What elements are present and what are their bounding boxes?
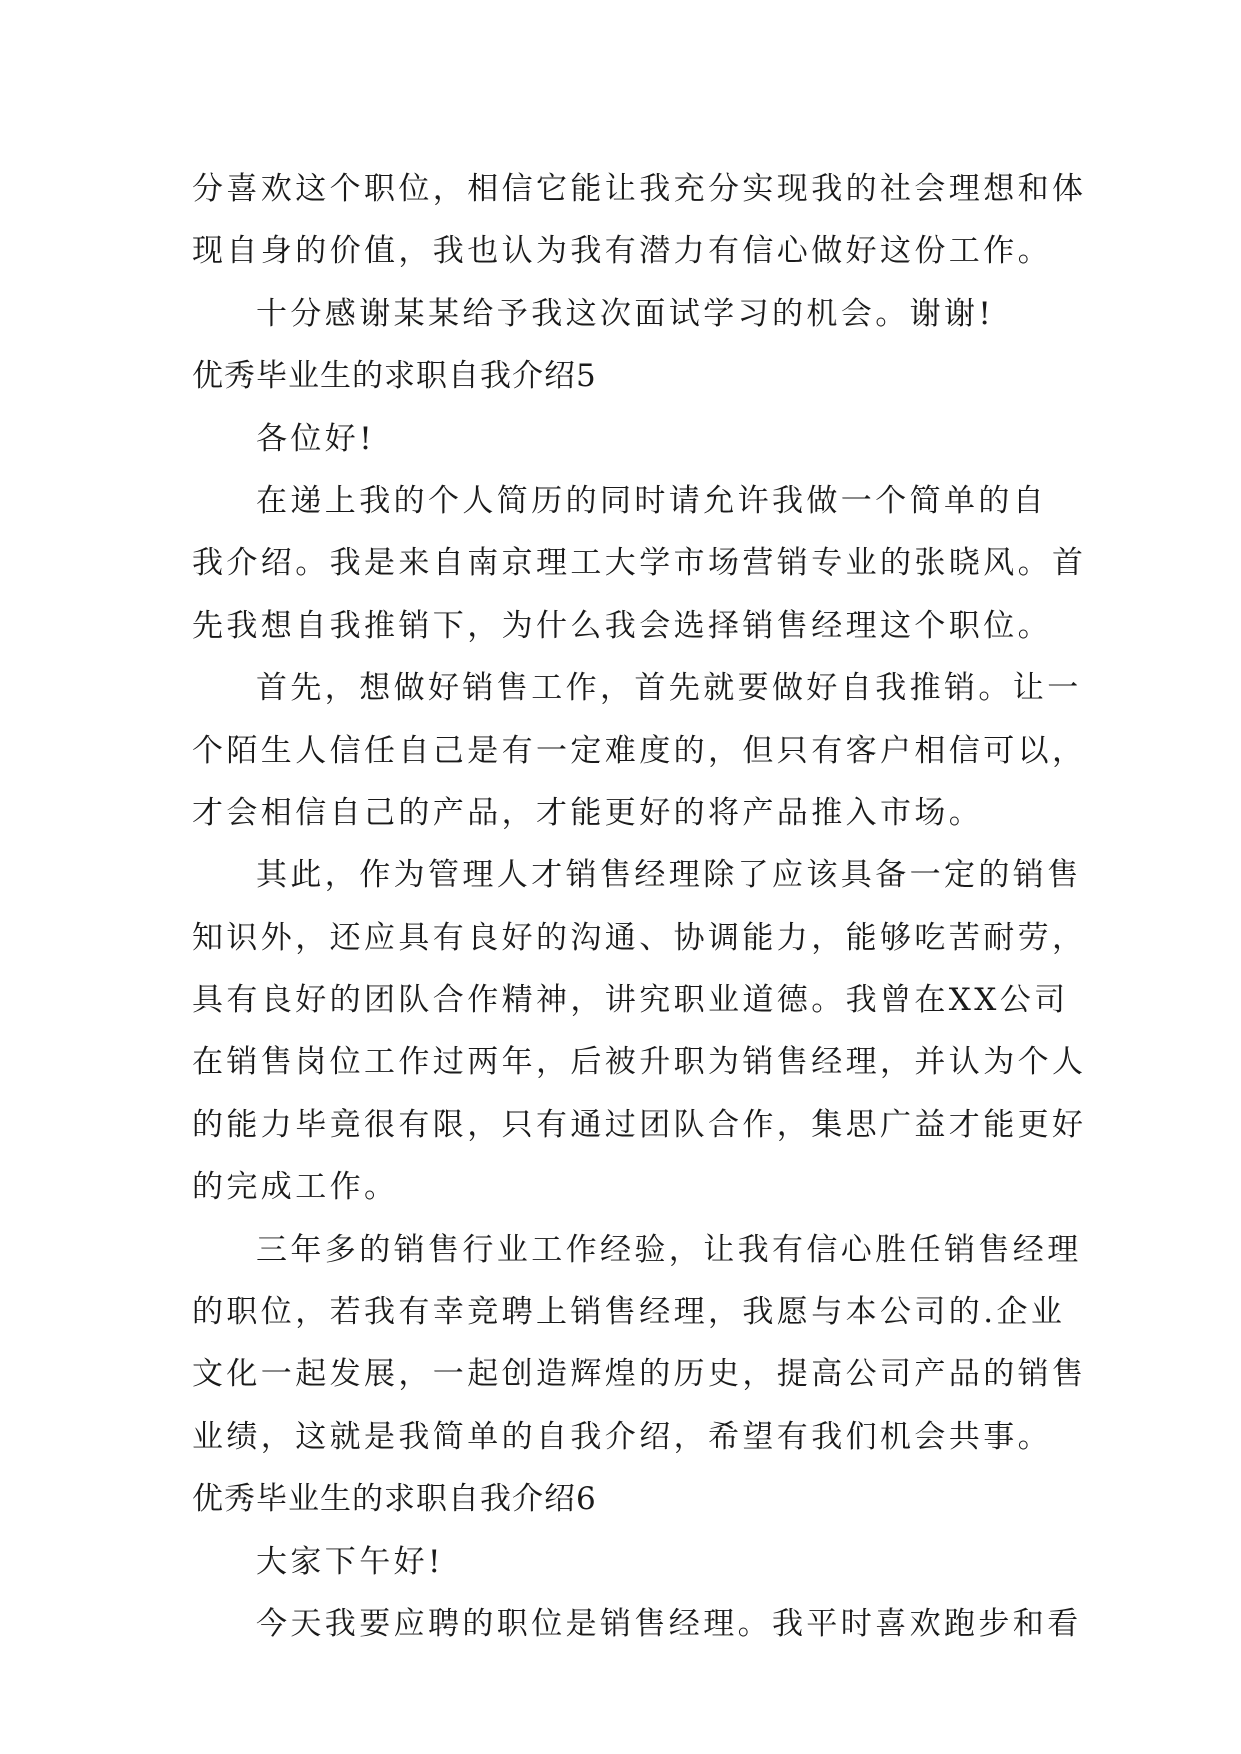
paragraph-line: 其此，作为管理人才销售经理除了应该具备一定的销售 (256, 857, 1082, 894)
paragraph-line: 分喜欢这个职位，相信它能让我充分实现我的社会理想和体 (192, 171, 1087, 207)
document-body (192, 158, 1087, 1655)
section-heading: 优秀毕业生的求职自我介绍5 (192, 358, 597, 395)
paragraph-line: 业绩，这就是我简单的自我介绍，希望有我们机会共事。 (192, 1418, 1052, 1455)
paragraph-line: 三年多的销售行业工作经验，让我有信心胜任销售经理 (256, 1231, 1082, 1268)
paragraph-line: 先我想自我推销下，为什么我会选择销售经理这个职位。 (192, 607, 1052, 644)
paragraph-line: 现自身的价值，我也认为我有潜力有信心做好这份工作。 (192, 233, 1052, 270)
paragraph-line: 十分感谢某某给予我这次面试学习的机会。谢谢! (256, 295, 995, 332)
paragraph-line: 文化一起发展，一起创造辉煌的历史，提高公司产品的销售 (192, 1356, 1087, 1393)
paragraph-line: 今天我要应聘的职位是销售经理。我平时喜欢跑步和看 (256, 1605, 1082, 1642)
paragraph-line: 在销售岗位工作过两年，后被升职为销售经理，并认为个人 (192, 1044, 1087, 1081)
paragraph-line: 才会相信自己的产品，才能更好的将产品推入市场。 (192, 794, 984, 831)
greeting-line: 大家下午好! (256, 1543, 444, 1580)
paragraph-line: 我介绍。我是来自南京理工大学市场营销专业的张晓风。首 (192, 545, 1087, 582)
paragraph-line: 个陌生人信任自己是有一定难度的，但只有客户相信可以， (192, 732, 1087, 769)
paragraph-line: 具有良好的团队合作精神，讲究职业道德。我曾在XX公司 (192, 982, 1069, 1019)
paragraph-line: 的职位，若我有幸竞聘上销售经理，我愿与本公司的.企业 (192, 1294, 1066, 1331)
paragraph-line: 知识外，还应具有良好的沟通、协调能力，能够吃苦耐劳， (192, 919, 1087, 956)
paragraph-line: 首先，想做好销售工作，首先就要做好自我推销。让一 (256, 670, 1082, 707)
section-heading: 优秀毕业生的求职自我介绍6 (192, 1481, 597, 1518)
paragraph-line: 在递上我的个人简历的同时请允许我做一个简单的自 (256, 482, 1048, 519)
paragraph-line: 的完成工作。 (192, 1169, 399, 1206)
paragraph-line: 的能力毕竟很有限，只有通过团队合作，集思广益才能更好 (192, 1106, 1087, 1143)
greeting-line: 各位好! (256, 420, 376, 457)
